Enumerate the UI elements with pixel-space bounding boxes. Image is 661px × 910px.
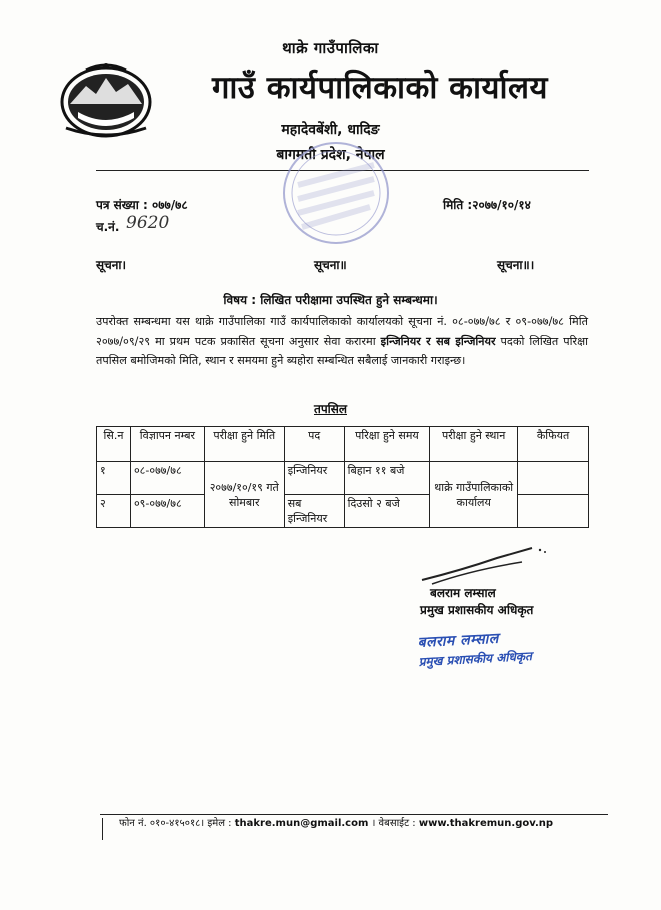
signatory-title: प्रमुख प्रशासकीय अधिकृत <box>420 603 534 617</box>
office-title: गाउँ कार्यपालिकाको कार्यालय <box>211 70 549 106</box>
cell-post: इन्जिनियर <box>284 462 344 495</box>
address-line-1: महादेवबेंशी, धादिङ <box>281 122 380 138</box>
cell-ad-no: ०८-०७७/७८ <box>130 462 204 495</box>
footer-email-label: इमेल : <box>207 818 232 829</box>
exam-schedule-table <box>96 426 589 528</box>
header-sn: सि.न <box>97 427 131 462</box>
header-exam-time: परिक्षा हुने समय <box>344 427 430 462</box>
name-stamp-title: प्रमुख प्रशासकीय अधिकृत <box>418 649 533 669</box>
reference-number: पत्र संख्या : ०७७/७८ <box>96 198 188 212</box>
cell-exam-place: थाक्रे गाउँपालिकाको कार्यालय <box>430 462 518 528</box>
footer-website-label: । वेबसाईट : <box>371 818 416 829</box>
body-text-posts: इन्जिनियर र सब इन्जिनियर <box>380 334 496 348</box>
signatory-name: बलराम लम्साल <box>430 586 496 600</box>
header-remarks: कैफियत <box>518 427 589 462</box>
cell-exam-date: २०७७/१०/१९ गते सोमबार <box>204 462 284 528</box>
name-stamp-name: बलराम लम्साल <box>417 630 500 651</box>
cell-post: सब इन्जिनियर <box>284 495 344 528</box>
footer-email[interactable]: thakre.mun@gmail.com <box>234 818 369 829</box>
notice-label-3: सूचना॥। <box>497 258 535 272</box>
cell-time: बिहान ११ बजे <box>344 462 430 495</box>
footer-contact <box>102 818 624 840</box>
header-ad-no: विज्ञापन नम्बर <box>130 427 204 462</box>
body-text-part-2: पदको लिखित परिक्षा तपसिल बमोजिमको मिति, स्थान र समयमा हुने ब्यहोरा सम्बन्धित सबैलाई जानकारी गराइन्छ। <box>96 334 588 367</box>
name-stamp <box>417 627 532 670</box>
cell-remarks <box>518 462 589 495</box>
notice-label-2: सूचना॥ <box>314 258 347 272</box>
body-text-part-1: उपरोक्त सम्बन्धमा यस थाक्रे गाउँपालिका गाउँ कार्यपालिकाको कार्यालयको सूचना नं. ०८-०७७/७८ र ०९-०७७/७८ मिति २०७७/०९/२९ मा प्रथम पटक प्रकासित सूचना अनुसार सेवा करारमा <box>96 315 588 348</box>
header-exam-place: परीक्षा हुने स्थान <box>430 427 518 462</box>
header-exam-date: परीक्षा हुने मिति <box>204 427 284 462</box>
footer-website[interactable]: www.thakremun.gov.np <box>418 818 554 829</box>
office-seal-stamp <box>276 135 396 250</box>
cell-sn: २ <box>97 495 131 528</box>
cell-time: दिउसो २ बजे <box>344 495 430 528</box>
dispatch-number-handwritten: 9620 <box>126 213 170 233</box>
table-header-row <box>97 427 589 462</box>
dispatch-label: च.नं. <box>96 220 120 234</box>
cell-ad-no: ०९-०७७/७८ <box>130 495 204 528</box>
footer-phone: फोन नं. ०१०-४१५०१८। <box>119 818 205 829</box>
subject-line: विषय : लिखित परीक्षामा उपस्थित हुने सम्बन्धमा। <box>223 293 438 307</box>
handwritten-signature <box>402 540 552 590</box>
footer-divider <box>100 814 608 815</box>
table-row <box>97 462 589 495</box>
notice-label-1: सूचना। <box>96 258 127 272</box>
address-line-2: बागमती प्रदेश, नेपाल <box>276 147 385 163</box>
letter-date: मिति :२०७७/१०/१४ <box>443 198 531 212</box>
cell-sn: १ <box>97 462 131 495</box>
body-paragraph <box>96 312 588 371</box>
municipality-name: थाक्रे गाउँपालिका <box>282 39 379 57</box>
cell-remarks <box>518 495 589 528</box>
header-post: पद <box>284 427 344 462</box>
schedule-title: तपसिल <box>313 402 347 416</box>
